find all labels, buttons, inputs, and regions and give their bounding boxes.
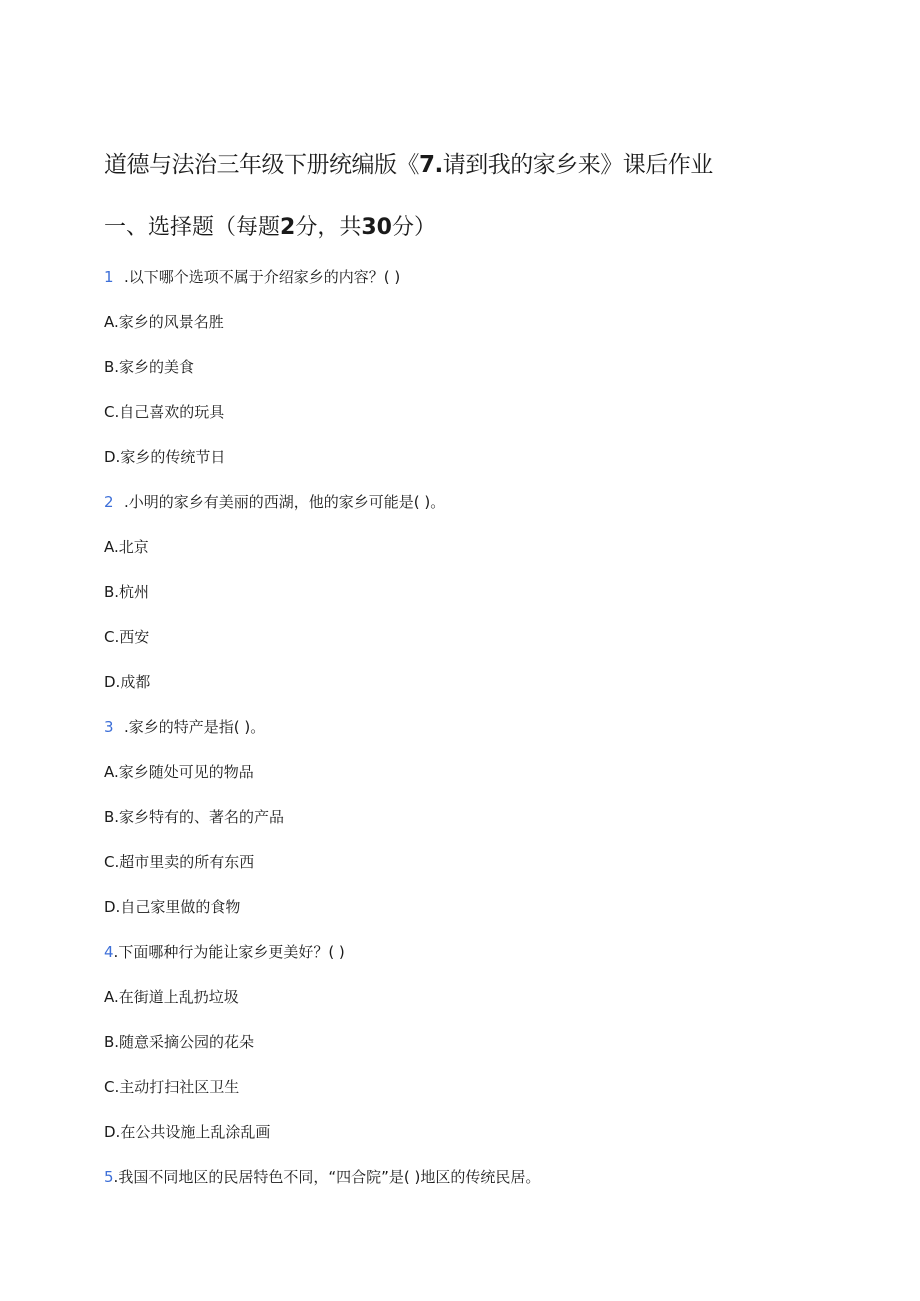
question-text: .以下哪个选项不属于介绍家乡的内容？( ) bbox=[124, 268, 401, 286]
option-1b: B.家乡的美食 bbox=[104, 358, 195, 376]
question-5 bbox=[104, 1166, 864, 1211]
question-4 bbox=[104, 941, 864, 986]
section-heading-middle: 分，共 bbox=[295, 215, 362, 240]
section-points-total: 30 bbox=[361, 215, 392, 240]
section-heading-suffix: 分） bbox=[391, 215, 436, 240]
question-2 bbox=[104, 491, 864, 536]
option-1a: A.家乡的风景名胜 bbox=[104, 313, 224, 331]
option-2a: A.北京 bbox=[104, 538, 149, 556]
question-text: .下面哪种行为能让家乡更美好？( ) bbox=[113, 943, 345, 961]
option-4c: C.主动打扫社区卫生 bbox=[104, 1078, 240, 1096]
title-suffix: 请到我的家乡来》课后作业 bbox=[442, 152, 713, 178]
option-3d: D.自己家里做的食物 bbox=[104, 898, 241, 916]
title-lesson-number: 7. bbox=[419, 152, 443, 178]
question-number: 3 bbox=[104, 718, 114, 736]
question-number: 5 bbox=[104, 1168, 114, 1186]
question-1 bbox=[104, 266, 864, 311]
question-number: 2 bbox=[104, 493, 114, 511]
option-2d: D.成都 bbox=[104, 673, 151, 691]
option-4d: D.在公共设施上乱涂乱画 bbox=[104, 1123, 271, 1141]
option-4b: B.随意采摘公园的花朵 bbox=[104, 1033, 255, 1051]
option-3c: C.超市里卖的所有东西 bbox=[104, 853, 255, 871]
option-3b: B.家乡特有的、著名的产品 bbox=[104, 808, 285, 826]
question-3 bbox=[104, 716, 864, 761]
option-2c: C.西安 bbox=[104, 628, 150, 646]
section-heading-prefix: 一、选择题（每题 bbox=[104, 215, 281, 240]
option-1c: C.自己喜欢的玩具 bbox=[104, 403, 225, 421]
option-4a: A.在街道上乱扔垃圾 bbox=[104, 988, 239, 1006]
title-prefix: 道德与法治三年级下册统编版《 bbox=[104, 152, 419, 178]
document-title bbox=[104, 146, 713, 179]
option-2b: B.杭州 bbox=[104, 583, 150, 601]
option-3a: A.家乡随处可见的物品 bbox=[104, 763, 254, 781]
question-number: 1 bbox=[104, 268, 114, 286]
section-heading bbox=[104, 210, 436, 241]
question-text: .家乡的特产是指( )。 bbox=[124, 718, 266, 736]
question-text: .我国不同地区的民居特色不同，“四合院”是( )地区的传统民居。 bbox=[113, 1168, 541, 1186]
question-text: .小明的家乡有美丽的西湖，他的家乡可能是( )。 bbox=[124, 493, 446, 511]
option-1d: D.家乡的传统节日 bbox=[104, 448, 226, 466]
question-list bbox=[104, 266, 864, 1211]
question-number: 4 bbox=[104, 943, 114, 961]
section-points-each: 2 bbox=[280, 215, 296, 240]
